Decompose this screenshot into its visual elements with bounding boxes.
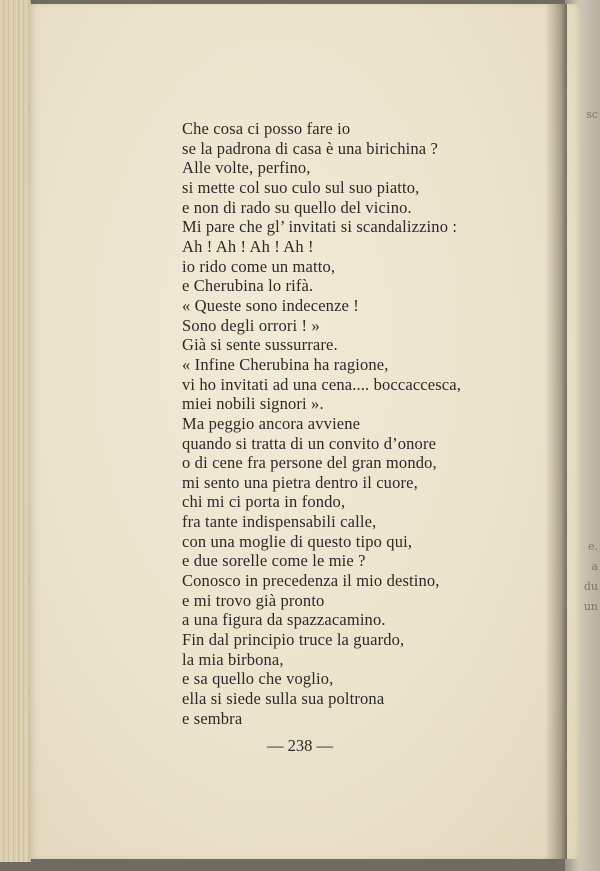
facing-page-fragment: e. — [587, 540, 598, 553]
poem-line: vi ho invitati ad una cena.... boccaccesca, — [182, 374, 462, 394]
facing-page-fragment: sc — [586, 108, 598, 121]
poem-line: Che cosa ci posso fare io — [182, 119, 351, 138]
poem-line: io rido come un matto, — [182, 256, 336, 276]
poem-line: con una moglie di questo tipo qui, — [182, 531, 413, 551]
poem-line: e sembra — [182, 708, 243, 728]
facing-page-fragment: un — [583, 600, 598, 613]
poem-line: e due sorelle come le mie ? — [182, 551, 366, 571]
poem-line: e sa quello che voglio, — [182, 669, 334, 689]
poem-line: miei nobili signori ». — [182, 394, 324, 414]
poem-line: Sono degli orrori ! » — [182, 315, 320, 335]
poem-line: la mia birbona, — [182, 649, 284, 669]
poem-line: Fin dal principio truce la guardo, — [182, 630, 405, 650]
book-gutter-shadow — [545, 4, 567, 859]
poem-line: Alle volte, perfino, — [182, 158, 311, 178]
page-stack-edges — [0, 0, 31, 862]
poem-line: quando si tratta di un convito d’onore — [182, 433, 437, 453]
poem-line: fra tante indispensabili calle, — [182, 512, 377, 532]
poem-line: Ah ! Ah ! Ah ! Ah ! — [182, 236, 314, 256]
poem-line: mi sento una pietra dentro il cuore, — [182, 472, 418, 492]
poem-line: e non di rado su quello del vicino. — [182, 197, 412, 217]
poem-line: Conosco in precedenza il mio destino, — [182, 571, 440, 591]
poem-line: Già si sente sussurrare. — [182, 335, 338, 355]
facing-page-fragment: du — [583, 580, 598, 593]
poem-text — [182, 119, 461, 728]
poem-line: « Queste sono indecenze ! — [182, 295, 359, 315]
poem-line: ella si siede sulla sua poltrona — [182, 689, 385, 709]
facing-page-fragment: a — [591, 560, 598, 573]
poem-line: o di cene fra persone del gran mondo, — [182, 453, 437, 473]
poem-line: e Cherubina lo rifà. — [182, 276, 314, 296]
poem-line: Mi pare che gl’ invitati si scandalizzino : — [182, 217, 458, 237]
poem-line: e mi trovo già pronto — [182, 590, 325, 610]
poem-line: « Infine Cherubina ha ragione, — [182, 354, 389, 374]
page-number: — 238 — — [267, 736, 333, 755]
poem-line: a una figura da spazzacamino. — [182, 610, 386, 630]
poem-line: Ma peggio ancora avviene — [182, 413, 361, 433]
poem-line: se la padrona di casa è una birichina ? — [182, 138, 438, 158]
poem-line: chi mi ci porta in fondo, — [182, 492, 346, 512]
poem-line: si mette col suo culo sul suo piatto, — [182, 177, 420, 197]
